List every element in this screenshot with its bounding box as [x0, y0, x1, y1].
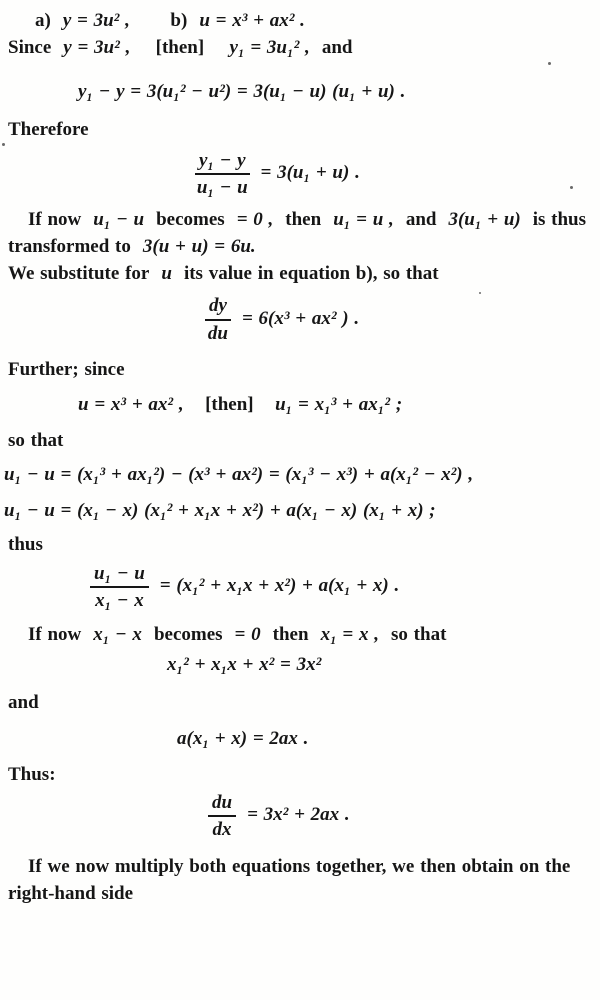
equation-b: u = x³ + ax² .	[199, 10, 305, 31]
math-sum-equals-3x2: x₁² + x₁x + x² = 3x²	[167, 654, 322, 676]
text-so-that	[8, 428, 592, 455]
text-further-since	[8, 357, 592, 384]
fraction-denominator: x₁ − x	[95, 589, 144, 611]
item-label-a: a)	[35, 10, 51, 31]
thus-label: thus	[8, 533, 43, 555]
text-therefore	[8, 117, 592, 144]
math-equals-zero: = 0	[234, 624, 261, 646]
fraction-u1u-over-x1x	[90, 562, 149, 612]
display-equation-u1u-factored	[4, 498, 592, 525]
math-equals-zero: = 0 ,	[236, 209, 274, 231]
paragraph-substitute	[8, 261, 592, 288]
math-a-x1-x-2ax: a(x₁ + x) = 2ax .	[177, 728, 309, 750]
paragraph-limit-u	[8, 207, 592, 261]
scan-speck	[548, 62, 551, 65]
display-equation-dy-du	[205, 294, 592, 344]
fraction-numerator: y₁ − y	[195, 149, 250, 175]
math-u-x3-ax2: u = x³ + ax² ,	[78, 393, 184, 415]
text-thus	[8, 532, 592, 559]
fraction-denominator: u₁ − u	[196, 177, 248, 199]
math-x1-minus-x: x₁ − x	[93, 624, 142, 646]
math-y-3u2: y = 3u² ,	[63, 36, 131, 58]
text-if-now: If now	[28, 209, 82, 231]
text-transformed: is thus transformed to	[8, 209, 587, 258]
fraction-rhs: = 3x² + 2ax .	[247, 804, 350, 826]
text-its-value: its value in equation b), so that	[183, 263, 439, 285]
text-then: then	[285, 209, 322, 231]
text-and: and	[405, 209, 437, 231]
fraction-numerator: du	[208, 791, 236, 817]
fraction-rhs: = 6(x³ + ax² ) .	[241, 307, 360, 329]
text-since: Since	[8, 36, 52, 58]
display-equation-2ax	[177, 726, 592, 753]
math-u1-equals-u: u₁ = u ,	[333, 209, 394, 231]
math-u1-minus-u: u₁ − u	[93, 209, 145, 231]
display-equation-3x2	[167, 652, 592, 679]
equation-a: y = 3u² ,	[62, 10, 130, 31]
text-we-substitute: We substitute for	[8, 263, 150, 285]
display-equation-u1u-expanded	[4, 462, 592, 489]
display-equation-u-definition	[78, 392, 592, 419]
math-u1u-line1: u₁ − u = (x₁³ + ax₁²) − (x³ + ax²) = (x₁³ − x³) + a(x₁² − x²) ,	[4, 463, 474, 485]
problem-statement-line	[35, 8, 592, 35]
fraction-denominator: du	[207, 322, 228, 344]
math-y1-3u12: y₁ = 3u₁² ,	[229, 36, 310, 58]
fraction-du-over-dx	[208, 791, 236, 841]
display-equation-quotient-x	[90, 562, 592, 612]
fraction-numerator: dy	[205, 294, 231, 320]
math-x1-equals-x: x₁ = x ,	[320, 624, 380, 646]
scan-speck	[2, 143, 5, 146]
math-u: u	[161, 263, 172, 285]
scan-speck	[479, 292, 481, 294]
display-equation-du-dx	[208, 791, 592, 841]
further-label: Further; since	[8, 358, 125, 380]
since-line	[8, 35, 592, 62]
text-and: and	[321, 36, 353, 58]
paragraph-multiply-equations	[8, 854, 592, 908]
math-3u1-plus-u: 3(u₁ + u)	[448, 209, 521, 231]
text-then: [then]	[155, 36, 205, 58]
math-6u: 3(u + u) = 6u.	[142, 236, 256, 258]
text-becomes: becomes	[153, 624, 223, 646]
text-then: then	[272, 624, 309, 646]
thus-colon-label: Thus:	[8, 764, 56, 786]
text-multiply-both: If we now multiply both equations together, we then obtain on the right-hand side	[8, 855, 571, 904]
math-y1-minus-y-expansion: y₁ − y = 3(u₁² − u²) = 3(u₁ − u) (u₁ + u) .	[78, 80, 406, 102]
display-equation-quotient-u	[195, 149, 592, 199]
fraction-dy-over-du	[205, 294, 231, 344]
fraction-y1y-over-u1u	[195, 149, 250, 199]
math-u1-x13-ax12: u₁ = x₁³ + ax₁² ;	[275, 393, 403, 415]
item-label-b: b)	[170, 10, 188, 31]
fraction-rhs: = (x₁² + x₁x + x²) + a(x₁ + x) .	[159, 574, 400, 596]
text-so-that: so that	[391, 624, 447, 646]
scan-speck	[570, 186, 573, 189]
paragraph-limit-x	[8, 622, 592, 649]
and-label: and	[8, 692, 39, 714]
fraction-numerator: u₁ − u	[90, 562, 149, 588]
text-thus-colon	[8, 762, 592, 789]
fraction-rhs: = 3(u₁ + u) .	[260, 162, 360, 184]
text-becomes: becomes	[156, 209, 225, 231]
math-u1u-line2: u₁ − u = (x₁ − x) (x₁² + x₁x + x²) + a(x₁ − x) (x₁ + x) ;	[4, 499, 436, 521]
text-and	[8, 690, 592, 717]
display-equation-difference	[78, 79, 592, 106]
text-if-now: If now	[28, 624, 82, 646]
text-then: [then]	[205, 393, 254, 415]
fraction-denominator: dx	[212, 819, 232, 841]
therefore-label: Therefore	[8, 118, 89, 140]
so-that-label: so that	[8, 429, 64, 451]
